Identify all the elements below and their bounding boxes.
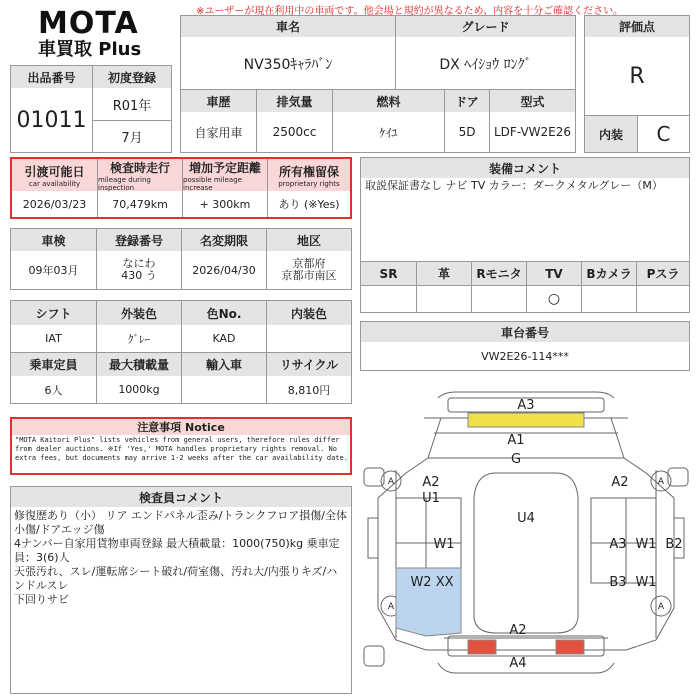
availability-table [10, 157, 352, 219]
grade-header: グレード [395, 16, 575, 37]
area-a2-right: A2 [611, 475, 629, 490]
model-header: 型式 [489, 90, 575, 112]
displacement-value: 2500cc [256, 112, 332, 152]
option-value-sr [361, 285, 416, 312]
proprietary-rights-value: あり (※Yes) [267, 191, 350, 217]
capacity-value: 6人 [44, 383, 63, 397]
chassis-value: VW2E26-114*** [481, 349, 569, 363]
interior-value: C [637, 115, 689, 152]
chassis-table [360, 321, 690, 371]
option-value-tv: ○ [526, 285, 581, 312]
listing-no-header: 出品番号 [11, 66, 92, 88]
availability-date: 2026/03/23 [22, 197, 87, 211]
area-g: G [510, 452, 522, 467]
exterior-color-header: 外装色 [96, 301, 181, 325]
district-header: 地区 [266, 229, 351, 251]
area-u4: U4 [517, 511, 535, 526]
area-w1-left: W1 [433, 537, 455, 552]
area-w1-right-lower: W1 [635, 575, 657, 590]
area-a3-right: A3 [609, 537, 627, 552]
availability-header-4: 所有権留保 proprietary rights [267, 159, 350, 191]
inspector-line-2: 4ナンバー自家用貨物車両登録 最大積載量：1000(750)kg 乗車定員：3(6)人 [14, 537, 340, 564]
availability-header-2: 検査時走行 mileage during inspection [97, 159, 182, 191]
import-value [181, 376, 266, 403]
inspector-comment [14, 509, 348, 689]
car-name-value: NV350ｷｬﾗﾊﾞﾝ [243, 57, 333, 73]
equipment-comment: 取説保証書なし ナビ TV カラー：ダークメタルグレー（M） [365, 179, 663, 192]
score-header: 評価点 [585, 16, 689, 37]
exterior-color-value: ｸﾞﾚｰ [96, 325, 181, 352]
wheel-a-rear-left: A [387, 602, 395, 612]
equipment-table [360, 157, 690, 313]
option-value-bcamera [581, 285, 636, 312]
name-change-header: 名変期限 [181, 229, 266, 251]
max-load-value: 1000kg [96, 376, 181, 403]
reg-no-value: なにわ 430 う [96, 251, 181, 289]
option-value-rmonitor [471, 285, 526, 312]
area-w2xx: W2 XX [410, 575, 454, 590]
area-a1: A1 [507, 433, 525, 448]
listing-no-value: 01011 [16, 107, 87, 133]
shift-header: シフト [11, 301, 96, 325]
option-header-tv: TV [526, 261, 581, 285]
inspector-line-3: 天張汚れ、スレ/運転席シート破れ/荷室傷、汚れ大/内張りキズ/ハンドルスレ [14, 565, 338, 592]
specs-table [10, 300, 352, 404]
interior-color-header: 内装色 [266, 301, 351, 325]
logo-subtitle: 車買取 Plus [38, 39, 142, 60]
car-grade-table [180, 15, 576, 91]
inspector-table [10, 486, 352, 694]
fuel-value: ｹｲﾕ [332, 112, 444, 152]
area-a2-bottom: A2 [509, 623, 527, 638]
displacement-header: 排気量 [256, 90, 332, 112]
mileage-value: 70,479km [97, 191, 182, 217]
equipment-options [361, 261, 689, 312]
wheel-a-rear-right: A [657, 602, 665, 612]
area-a3-top: A3 [517, 398, 535, 413]
user-vehicle-notice: ※ユーザーが現在利用中の車両です。他会場と規約が異なるため、内容を十分ご確認ください。 [196, 6, 624, 16]
area-w1-right: W1 [635, 537, 657, 552]
inspection-value: 09年03月 [28, 264, 79, 277]
recycle-header: リサイクル [266, 352, 351, 376]
area-b2: B2 [665, 537, 683, 552]
inspector-line-1: 修復歴あり（小） リア エンドパネル歪み/トランクフロア損傷/全体小傷/ドアエッジ傷 [14, 509, 347, 536]
capacity-header: 乗車定員 [11, 352, 96, 376]
name-change-value: 2026/04/30 [181, 251, 266, 289]
notice-header: 注意事項 Notice [12, 419, 350, 435]
district-value: 京都府 京都市南区 [266, 251, 351, 289]
notice-text: "MOTA Kaitori Plus" lists vehicles from general users, therefore rules differ from dealer auctions. ※If 'Yes,' MOTA handles proprietary rights removal. No extra fees, but documents may arrive 1-2 weeks after the car availability date. [15, 436, 348, 462]
first-reg-month: 7月 [92, 120, 171, 152]
first-reg-header: 初度登録 [92, 66, 171, 88]
score-value: R [629, 63, 645, 89]
car-name-header: 車名 [181, 16, 395, 37]
mota-logo [38, 8, 168, 63]
wheel-a-front-left: A [387, 477, 395, 487]
listing-table [10, 65, 172, 153]
doors-value: 5D [444, 112, 489, 152]
option-header-pslide: Pスラ [636, 261, 689, 285]
chassis-header: 車台番号 [361, 322, 689, 342]
color-no-value: KAD [181, 325, 266, 352]
color-no-header: 色No. [181, 301, 266, 325]
reg-no-header: 登録番号 [96, 229, 181, 251]
option-header-rmonitor: Rモニタ [471, 261, 526, 285]
option-header-sr: SR [361, 261, 416, 285]
doors-header: ドア [444, 90, 489, 112]
area-a4: A4 [509, 656, 527, 671]
max-load-header: 最大積載量 [96, 352, 181, 376]
vehicle-condition-diagram [356, 378, 696, 698]
vehicle-spec-table [180, 89, 576, 153]
recycle-value: 8,810円 [266, 376, 351, 403]
history-value: 自家用車 [194, 125, 243, 140]
grade-value: DX ﾍｲｼｮｳ ﾛﾝｸﾞ [395, 37, 575, 91]
option-value-leather [416, 285, 471, 312]
availability-header-3: 増加予定距離 possible mileage increase [182, 159, 267, 191]
wheel-a-front-right: A [657, 477, 665, 487]
mileage-increase-value: + 300km [182, 191, 267, 217]
registration-table [10, 228, 352, 290]
option-header-leather: 革 [416, 261, 471, 285]
inspector-header: 検査員コメント [11, 487, 351, 507]
shift-value: IAT [45, 332, 62, 345]
interior-color-value [266, 325, 351, 352]
history-header: 車歴 [181, 90, 256, 112]
area-u1: U1 [422, 491, 440, 506]
fuel-header: 燃料 [332, 90, 444, 112]
first-reg-year: R01年 [92, 88, 171, 120]
area-b3: B3 [609, 575, 627, 590]
logo-wordmark: MOTA [38, 6, 139, 41]
option-header-bcamera: Bカメラ [581, 261, 636, 285]
notice-table [10, 417, 352, 475]
model-value: LDF-VW2E26 [489, 112, 575, 152]
import-header: 輸入車 [181, 352, 266, 376]
availability-header-1: 引渡可能日 car availability [12, 159, 97, 191]
equipment-header: 装備コメント [361, 158, 689, 178]
score-table [584, 15, 690, 153]
interior-header: 内装 [585, 115, 637, 152]
inspector-line-4: 下回りサビ [14, 593, 69, 606]
inspection-header: 車検 [11, 229, 96, 251]
area-a2-left: A2 [422, 475, 440, 490]
option-value-pslide [636, 285, 689, 312]
